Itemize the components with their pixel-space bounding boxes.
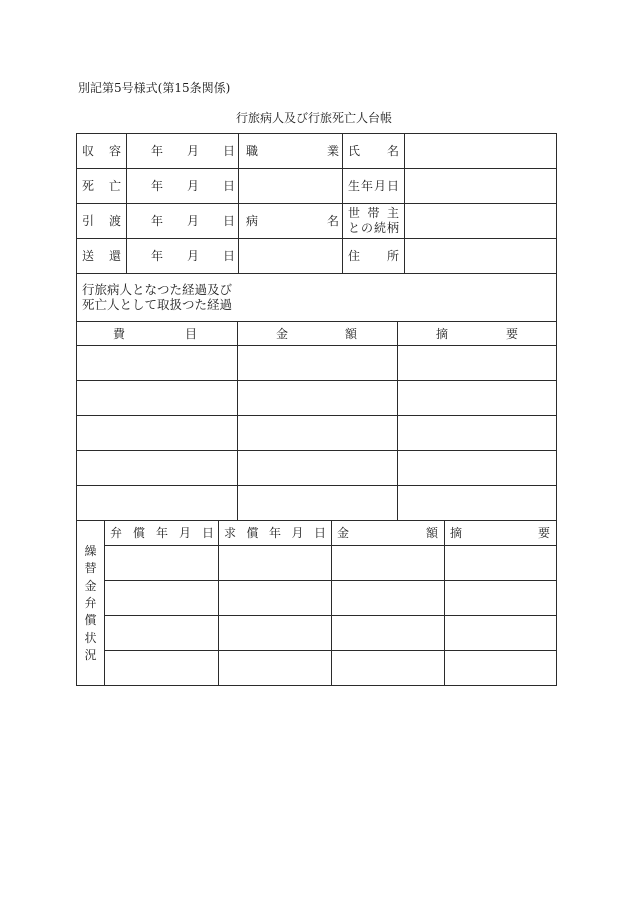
history-label — [82, 282, 232, 312]
label-character: 主 — [386, 206, 399, 220]
claim-date-cell — [218, 615, 332, 651]
label-character: 月 — [186, 144, 199, 158]
reimbursement-amount-cell — [331, 580, 445, 616]
label-character: 金 — [276, 326, 289, 341]
expense-item-cell — [76, 345, 238, 381]
label-character: 年 — [360, 179, 373, 193]
name-label-cell — [342, 133, 405, 169]
label-character: 要 — [505, 326, 518, 341]
label-character: 職 — [246, 144, 259, 158]
birthdate-label-cell — [342, 168, 405, 204]
address-label — [348, 249, 399, 263]
label-character: 求 — [224, 526, 237, 540]
label-character: 亡 — [108, 179, 121, 193]
label-character: 病 — [246, 214, 259, 228]
label-character: 柄 — [386, 221, 399, 235]
label-character: 氏 — [348, 144, 361, 158]
reimbursement-remarks-header — [450, 526, 550, 540]
row-label-death — [82, 179, 121, 193]
label-character: 摘 — [450, 526, 463, 540]
label-character: 容 — [108, 144, 121, 158]
label-character: 引 — [82, 214, 95, 228]
label-character: 月 — [186, 179, 199, 193]
label-character: 費 — [113, 326, 126, 341]
label-character: 収 — [82, 144, 95, 158]
repayment-date-header-cell — [104, 520, 219, 546]
label-character: 摘 — [436, 326, 449, 341]
label-character: 年 — [155, 526, 168, 540]
label-character: 続 — [373, 221, 386, 235]
date-placeholder — [151, 179, 235, 193]
label-character: 住 — [348, 249, 361, 263]
expense-amount-header-cell — [237, 321, 398, 346]
label-character: 日 — [386, 179, 399, 193]
reimbursement-remarks-cell — [444, 650, 557, 686]
history-label-line-1: 行旅病人となつた経過及び — [82, 282, 233, 297]
label-character: 年 — [151, 214, 164, 228]
label-character: 日 — [222, 179, 235, 193]
expense-remarks-cell — [397, 415, 557, 451]
expense-item-cell — [76, 485, 238, 521]
reimbursement-remarks-cell — [444, 580, 557, 616]
label-character: 送 — [82, 249, 95, 263]
expense-item-cell — [76, 415, 238, 451]
row-label-handover — [82, 214, 121, 228]
blank-cell — [238, 238, 343, 274]
occupation-cell — [238, 133, 343, 169]
label-character: 年 — [151, 144, 164, 158]
label-character: 日 — [222, 249, 235, 263]
death-label-cell — [76, 168, 127, 204]
label-character: 償 — [246, 526, 259, 540]
label-character: 帯 — [367, 206, 380, 220]
label-character: 金 — [84, 578, 97, 593]
reimbursement-amount-header-cell — [331, 520, 445, 546]
date-placeholder — [151, 144, 235, 158]
label-character: 金 — [337, 526, 350, 540]
label-character: 償 — [84, 613, 97, 628]
label-character: 名 — [386, 144, 399, 158]
claim-date-header-cell — [218, 520, 332, 546]
reimbursement-amount-cell — [331, 615, 445, 651]
label-character: 額 — [344, 326, 357, 341]
admission-date-cell — [126, 133, 239, 169]
repatriation-date-cell — [126, 238, 239, 274]
label-character: 日 — [313, 526, 326, 540]
label-character: 死 — [82, 179, 95, 193]
occupation-label — [246, 144, 339, 158]
label-character: の — [360, 221, 373, 235]
label-character: 業 — [326, 144, 339, 158]
expense-remarks-header-cell — [397, 321, 557, 346]
reimbursement-remarks-cell — [444, 615, 557, 651]
repayment-date-cell — [104, 580, 219, 616]
label-character: 年 — [268, 526, 281, 540]
expense-item-header — [113, 327, 197, 341]
label-character: 名 — [326, 214, 339, 228]
label-character: 所 — [386, 249, 399, 263]
label-character: 月 — [178, 526, 191, 540]
disease-cell — [238, 203, 343, 239]
label-character: 替 — [84, 561, 97, 576]
label-character: 償 — [132, 526, 145, 540]
handover-label-cell — [76, 203, 127, 239]
label-character: 日 — [222, 214, 235, 228]
household-relation-line-2 — [348, 221, 399, 236]
label-character: 弁 — [110, 526, 123, 540]
expense-remarks-header — [436, 327, 518, 341]
row-label-admission — [82, 144, 121, 158]
label-character: 年 — [151, 249, 164, 263]
address-label-cell — [342, 238, 405, 274]
row-label-repatriation — [82, 249, 121, 263]
label-character: 渡 — [108, 214, 121, 228]
name-label — [348, 144, 399, 158]
repayment-date-cell — [104, 650, 219, 686]
claim-date-cell — [218, 580, 332, 616]
label-character: 額 — [425, 526, 438, 540]
claim-date-cell — [218, 545, 332, 581]
label-character: 況 — [84, 647, 97, 662]
form-title: 行旅病人及び行旅死亡人台帳 — [235, 111, 392, 125]
household-relation-line-1 — [348, 206, 399, 221]
history-label-line-2: 死亡人として取扱つた経過 — [82, 297, 233, 312]
reimbursement-side-label — [77, 545, 104, 662]
expense-amount-header — [276, 327, 357, 341]
history-cell — [76, 273, 557, 322]
date-placeholder — [151, 249, 235, 263]
expense-amount-cell — [237, 380, 398, 416]
disease-label — [246, 214, 339, 228]
household-relation-value-cell — [404, 203, 557, 239]
label-character: 要 — [537, 526, 550, 540]
label-character: 月 — [186, 249, 199, 263]
death-date-cell — [126, 168, 239, 204]
label-character: 年 — [151, 179, 164, 193]
claim-date-cell — [218, 650, 332, 686]
birthdate-value-cell — [404, 168, 557, 204]
repatriation-label-cell — [76, 238, 127, 274]
expense-item-cell — [76, 450, 238, 486]
label-character: 状 — [84, 630, 97, 645]
admission-label-cell — [76, 133, 127, 169]
reimbursement-remarks-cell — [444, 545, 557, 581]
label-character: 弁 — [84, 595, 97, 610]
reimbursement-amount-cell — [331, 545, 445, 581]
label-character: 生 — [348, 179, 361, 193]
name-value-cell — [404, 133, 557, 169]
reimbursement-amount-header — [337, 526, 438, 540]
birthdate-label — [348, 179, 399, 193]
blank-cell — [238, 168, 343, 204]
date-placeholder — [151, 214, 235, 228]
expense-amount-cell — [237, 450, 398, 486]
expense-remarks-cell — [397, 380, 557, 416]
expense-amount-cell — [237, 345, 398, 381]
expense-remarks-cell — [397, 485, 557, 521]
household-relation-label — [348, 206, 399, 236]
label-character: 月 — [291, 526, 304, 540]
label-character: 月 — [186, 214, 199, 228]
label-character: 繰 — [84, 544, 97, 558]
expense-remarks-cell — [397, 450, 557, 486]
handover-date-cell — [126, 203, 239, 239]
expense-item-cell — [76, 380, 238, 416]
repayment-date-cell — [104, 545, 219, 581]
expense-amount-cell — [237, 485, 398, 521]
claim-date-header — [224, 526, 326, 540]
expense-remarks-cell — [397, 345, 557, 381]
reimbursement-remarks-header-cell — [444, 520, 557, 546]
label-character: 日 — [222, 144, 235, 158]
expense-amount-cell — [237, 415, 398, 451]
label-character: 目 — [184, 326, 197, 341]
reimbursement-amount-cell — [331, 650, 445, 686]
expense-item-header-cell — [76, 321, 238, 346]
label-character: 月 — [373, 179, 386, 193]
address-value-cell — [404, 238, 557, 274]
repayment-date-header — [110, 526, 214, 540]
label-character: と — [348, 221, 361, 235]
repayment-date-cell — [104, 615, 219, 651]
reimbursement-side-cell — [76, 520, 105, 686]
label-character: 日 — [201, 526, 214, 540]
label-character: 還 — [108, 249, 121, 263]
form-reference: 別記第5号様式(第15条関係) — [78, 81, 231, 95]
household-relation-label-cell — [342, 203, 405, 239]
label-character: 世 — [348, 206, 361, 220]
